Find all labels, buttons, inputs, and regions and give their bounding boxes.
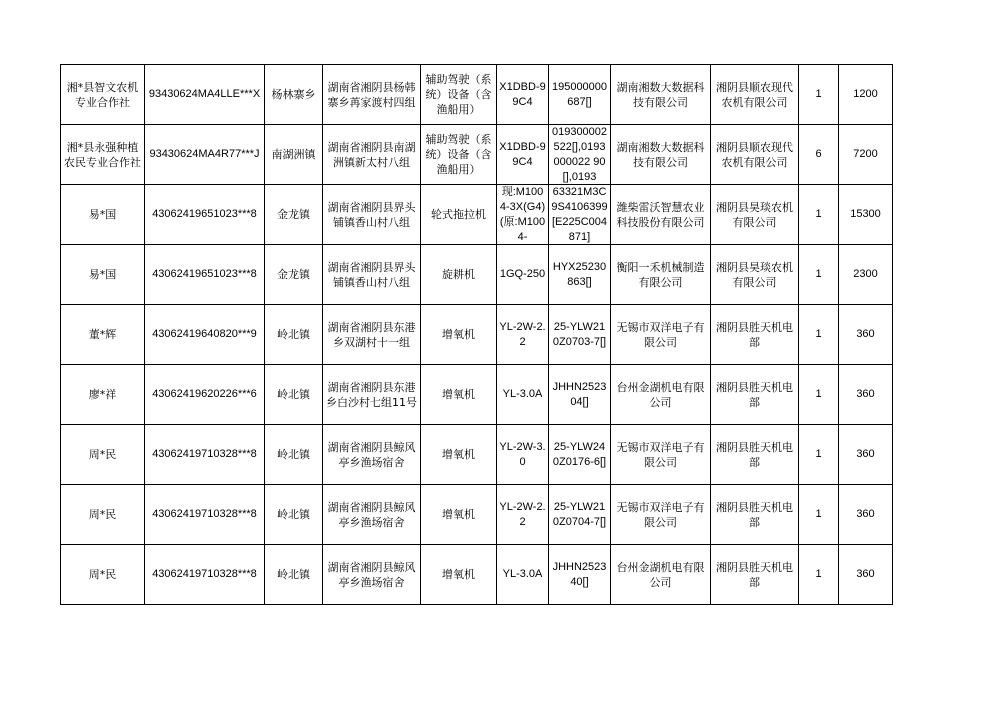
quantity-cell-text: 1: [815, 328, 822, 340]
manufacturer-cell-text: 潍柴雷沃智慧农业科技股份有限公司: [616, 200, 705, 229]
dealer-cell: [711, 185, 799, 245]
manufacturer-cell-text: 无锡市双洋电子有限公司: [616, 440, 705, 469]
dealer-cell: [711, 125, 799, 185]
serial-number-cell-text: 019300002522[],0193000022 90[],0193: [551, 126, 608, 183]
dealer-cell-text: 湘阴县顺农现代农机有限公司: [716, 140, 793, 169]
model-cell: [497, 365, 549, 425]
table-row: [61, 185, 893, 245]
town-cell: [265, 485, 323, 545]
manufacturer-cell-text: 台州金湖机电有限公司: [616, 380, 705, 409]
applicant-name-cell: [61, 65, 145, 125]
model-cell-text: YL-3.0A: [502, 568, 543, 580]
machine-type-cell: [421, 245, 497, 305]
applicant-name-cell: [61, 125, 145, 185]
id-number-cell: [145, 65, 265, 125]
applicant-name-cell-text: 董*辉: [88, 328, 117, 341]
quantity-cell-text: 1: [815, 208, 822, 220]
address-cell-text: 湖南省湘阴县东港乡双湖村十一组: [327, 320, 416, 349]
address-cell-text: 湖南省湘阴县界头铺镇香山村八组: [327, 200, 416, 229]
table-row: [61, 125, 893, 185]
serial-number-cell-text: 195000000687[]: [551, 80, 608, 108]
applicant-name-cell-text: 湘*县永强种植农民专业合作社: [64, 140, 141, 169]
serial-number-cell: [549, 125, 611, 185]
quantity-cell: [799, 545, 839, 605]
serial-number-cell-text: 25-YLW210Z0704-7[]: [552, 500, 607, 528]
manufacturer-cell: [611, 425, 711, 485]
address-cell: [323, 65, 421, 125]
model-cell-text: 1GQ-250: [499, 268, 546, 280]
applicant-name-cell: [61, 485, 145, 545]
amount-cell-text: 2300: [853, 268, 878, 280]
address-cell: [323, 485, 421, 545]
amount-cell: [839, 185, 893, 245]
id-number-cell: [145, 305, 265, 365]
manufacturer-cell-text: 无锡市双洋电子有限公司: [616, 500, 705, 529]
town-cell-text: 金龙镇: [277, 208, 310, 221]
address-cell-text: 湖南省湘阴县鲸风亭乡渔场宿舍: [327, 560, 416, 589]
dealer-cell-text: 湘阴县胜天机电部: [716, 500, 793, 529]
town-cell: [265, 305, 323, 365]
id-number-cell-text: 43062419651023***8: [152, 268, 257, 280]
quantity-cell-text: 1: [815, 88, 822, 100]
model-cell: [497, 305, 549, 365]
model-cell-text: YL-3.0A: [502, 388, 543, 400]
model-cell: [497, 65, 549, 125]
machine-type-cell: [421, 485, 497, 545]
id-number-cell: [145, 125, 265, 185]
dealer-cell-text: 湘阴县昊琰农机有限公司: [716, 260, 793, 289]
address-cell: [323, 425, 421, 485]
machine-type-cell-text: 增氧机: [442, 568, 475, 581]
dealer-cell-text: 湘阴县胜天机电部: [716, 440, 793, 469]
address-cell-text: 湖南省湘阴县南湖洲镇新太村八组: [327, 140, 416, 169]
model-cell-text: X1DBD-99C4: [499, 140, 546, 168]
applicant-name-cell: [61, 425, 145, 485]
quantity-cell-text: 1: [815, 388, 822, 400]
dealer-cell-text: 湘阴县胜天机电部: [716, 320, 793, 349]
amount-cell-text: 15300: [850, 208, 881, 220]
amount-cell: [839, 65, 893, 125]
dealer-cell-text: 湘阴县胜天机电部: [716, 560, 793, 589]
machine-type-cell-text: 轮式拖拉机: [431, 208, 486, 221]
serial-number-cell-text: JHHN252304[]: [552, 380, 607, 408]
address-cell-text: 湖南省湘阴县鲸风亭乡渔场宿舍: [327, 440, 416, 469]
table-row: [61, 545, 893, 605]
id-number-cell: [145, 545, 265, 605]
machine-type-cell: [421, 365, 497, 425]
town-cell: [265, 65, 323, 125]
machine-type-cell-text: 增氧机: [442, 328, 475, 341]
dealer-cell: [711, 545, 799, 605]
quantity-cell: [799, 425, 839, 485]
dealer-cell: [711, 485, 799, 545]
quantity-cell: [799, 245, 839, 305]
model-cell-text: YL-2W-2.2: [499, 320, 546, 348]
applicant-name-cell: [61, 305, 145, 365]
id-number-cell-text: 43062419710328***8: [152, 448, 257, 460]
town-cell: [265, 125, 323, 185]
machine-type-cell: [421, 185, 497, 245]
model-cell: [497, 425, 549, 485]
table-row: [61, 305, 893, 365]
serial-number-cell-text: 25-YLW210Z0703-7[]: [552, 320, 607, 348]
subsidy-table: [60, 64, 893, 605]
machine-type-cell-text: 旋耕机: [442, 268, 475, 281]
amount-cell-text: 7200: [853, 148, 878, 160]
table-body: [61, 65, 893, 605]
id-number-cell-text: 93430624MA4R77***J: [149, 148, 260, 160]
serial-number-cell: [549, 245, 611, 305]
quantity-cell-text: 1: [815, 448, 822, 460]
address-cell: [323, 245, 421, 305]
amount-cell-text: 360: [856, 568, 875, 580]
id-number-cell: [145, 365, 265, 425]
amount-cell-text: 360: [856, 388, 875, 400]
serial-number-cell-text: 63321M3C9S4106399[E225C004871]: [551, 186, 608, 243]
serial-number-cell: [549, 425, 611, 485]
quantity-cell: [799, 485, 839, 545]
amount-cell: [839, 545, 893, 605]
model-cell: [497, 485, 549, 545]
town-cell-text: 南湖洲镇: [271, 148, 316, 161]
id-number-cell-text: 43062419651023***8: [152, 208, 257, 220]
model-cell-text: YL-2W-2.2: [499, 500, 546, 528]
manufacturer-cell: [611, 245, 711, 305]
serial-number-cell: [549, 365, 611, 425]
quantity-cell-text: 1: [815, 268, 822, 280]
machine-type-cell: [421, 545, 497, 605]
applicant-name-cell-text: 湘*县智文农机专业合作社: [66, 80, 139, 109]
amount-cell: [839, 425, 893, 485]
manufacturer-cell: [611, 305, 711, 365]
dealer-cell: [711, 365, 799, 425]
dealer-cell: [711, 245, 799, 305]
applicant-name-cell-text: 周*民: [88, 448, 117, 461]
town-cell-text: 岭北镇: [277, 508, 310, 521]
quantity-cell: [799, 365, 839, 425]
model-cell-text: YL-2W-3.0: [499, 440, 546, 468]
manufacturer-cell: [611, 185, 711, 245]
amount-cell-text: 360: [856, 448, 875, 460]
id-number-cell-text: 93430624MA4LLE***X: [148, 88, 261, 100]
amount-cell-text: 360: [856, 508, 875, 520]
machine-type-cell: [421, 305, 497, 365]
id-number-cell-text: 43062419640820***9: [152, 328, 257, 340]
model-cell: [497, 185, 549, 245]
town-cell-text: 岭北镇: [277, 388, 310, 401]
amount-cell: [839, 365, 893, 425]
dealer-cell-text: 湘阴县顺农现代农机有限公司: [716, 80, 793, 109]
town-cell-text: 岭北镇: [277, 568, 310, 581]
serial-number-cell: [549, 305, 611, 365]
serial-number-cell: [549, 185, 611, 245]
quantity-cell-text: 6: [815, 148, 822, 160]
town-cell: [265, 185, 323, 245]
address-cell: [323, 125, 421, 185]
town-cell-text: 岭北镇: [277, 448, 310, 461]
serial-number-cell: [549, 485, 611, 545]
address-cell-text: 湖南省湘阴县东港乡白沙村七组11号: [326, 380, 417, 409]
town-cell: [265, 245, 323, 305]
applicant-name-cell-text: 易*国: [88, 208, 117, 221]
manufacturer-cell-text: 衡阳一禾机械制造有限公司: [616, 260, 705, 289]
town-cell: [265, 425, 323, 485]
quantity-cell: [799, 125, 839, 185]
quantity-cell: [799, 185, 839, 245]
quantity-cell-text: 1: [815, 508, 822, 520]
machine-type-cell-text: 辅助驾驶（系统）设备（含渔船用）: [425, 73, 492, 116]
id-number-cell-text: 43062419710328***8: [152, 508, 257, 520]
amount-cell: [839, 125, 893, 185]
address-cell: [323, 185, 421, 245]
machine-type-cell-text: 增氧机: [442, 388, 475, 401]
manufacturer-cell-text: 台州金湖机电有限公司: [616, 560, 705, 589]
town-cell: [265, 545, 323, 605]
table-row: [61, 65, 893, 125]
address-cell-text: 湖南省湘阴县界头铺镇香山村八组: [327, 260, 416, 289]
applicant-name-cell-text: 周*民: [88, 568, 117, 581]
id-number-cell-text: 43062419620226***6: [152, 388, 257, 400]
machine-type-cell-text: 增氧机: [442, 508, 475, 521]
address-cell-text: 湖南省湘阴县鲸风亭乡渔场宿舍: [327, 500, 416, 529]
quantity-cell-text: 1: [815, 568, 822, 580]
id-number-cell-text: 43062419710328***8: [152, 568, 257, 580]
table-row: [61, 485, 893, 545]
manufacturer-cell-text: 湖南湘数大数据科技有限公司: [616, 140, 705, 169]
quantity-cell: [799, 305, 839, 365]
address-cell-text: 湖南省湘阴县杨韩寨乡苒家渡村四组: [327, 80, 416, 109]
serial-number-cell: [549, 545, 611, 605]
serial-number-cell-text: JHHN252340[]: [552, 560, 607, 588]
manufacturer-cell: [611, 65, 711, 125]
manufacturer-cell: [611, 545, 711, 605]
amount-cell-text: 1200: [853, 88, 878, 100]
dealer-cell: [711, 65, 799, 125]
id-number-cell: [145, 485, 265, 545]
serial-number-cell-text: 25-YLW240Z0176-6[]: [552, 440, 607, 468]
model-cell: [497, 545, 549, 605]
town-cell-text: 杨林寨乡: [271, 88, 316, 101]
manufacturer-cell-text: 无锡市双洋电子有限公司: [616, 320, 705, 349]
machine-type-cell-text: 辅助驾驶（系统）设备（含渔船用）: [425, 133, 492, 176]
address-cell: [323, 305, 421, 365]
machine-type-cell: [421, 425, 497, 485]
amount-cell: [839, 305, 893, 365]
dealer-cell-text: 湘阴县昊琰农机有限公司: [716, 200, 793, 229]
manufacturer-cell: [611, 485, 711, 545]
id-number-cell: [145, 245, 265, 305]
amount-cell: [839, 245, 893, 305]
serial-number-cell-text: HYX25230863[]: [552, 260, 607, 288]
dealer-cell: [711, 425, 799, 485]
town-cell-text: 金龙镇: [277, 268, 310, 281]
town-cell-text: 岭北镇: [277, 328, 310, 341]
machine-type-cell: [421, 125, 497, 185]
machine-type-cell: [421, 65, 497, 125]
table-row: [61, 245, 893, 305]
dealer-cell: [711, 305, 799, 365]
applicant-name-cell: [61, 185, 145, 245]
applicant-name-cell: [61, 245, 145, 305]
applicant-name-cell: [61, 365, 145, 425]
model-cell-text: X1DBD-99C4: [499, 80, 546, 108]
applicant-name-cell-text: 廖*祥: [88, 388, 117, 401]
manufacturer-cell: [611, 125, 711, 185]
quantity-cell: [799, 65, 839, 125]
table-row: [61, 425, 893, 485]
serial-number-cell: [549, 65, 611, 125]
dealer-cell-text: 湘阴县胜天机电部: [716, 380, 793, 409]
applicant-name-cell: [61, 545, 145, 605]
address-cell: [323, 365, 421, 425]
applicant-name-cell-text: 易*国: [88, 268, 117, 281]
address-cell: [323, 545, 421, 605]
town-cell: [265, 365, 323, 425]
model-cell: [497, 125, 549, 185]
machine-type-cell-text: 增氧机: [442, 448, 475, 461]
table-row: [61, 365, 893, 425]
id-number-cell: [145, 425, 265, 485]
amount-cell: [839, 485, 893, 545]
applicant-name-cell-text: 周*民: [88, 508, 117, 521]
amount-cell-text: 360: [856, 328, 875, 340]
model-cell-text: 现:M1004-3X(G4)(原:M1004-: [499, 186, 546, 243]
model-cell: [497, 245, 549, 305]
manufacturer-cell: [611, 365, 711, 425]
manufacturer-cell-text: 湖南湘数大数据科技有限公司: [616, 80, 705, 109]
id-number-cell: [145, 185, 265, 245]
